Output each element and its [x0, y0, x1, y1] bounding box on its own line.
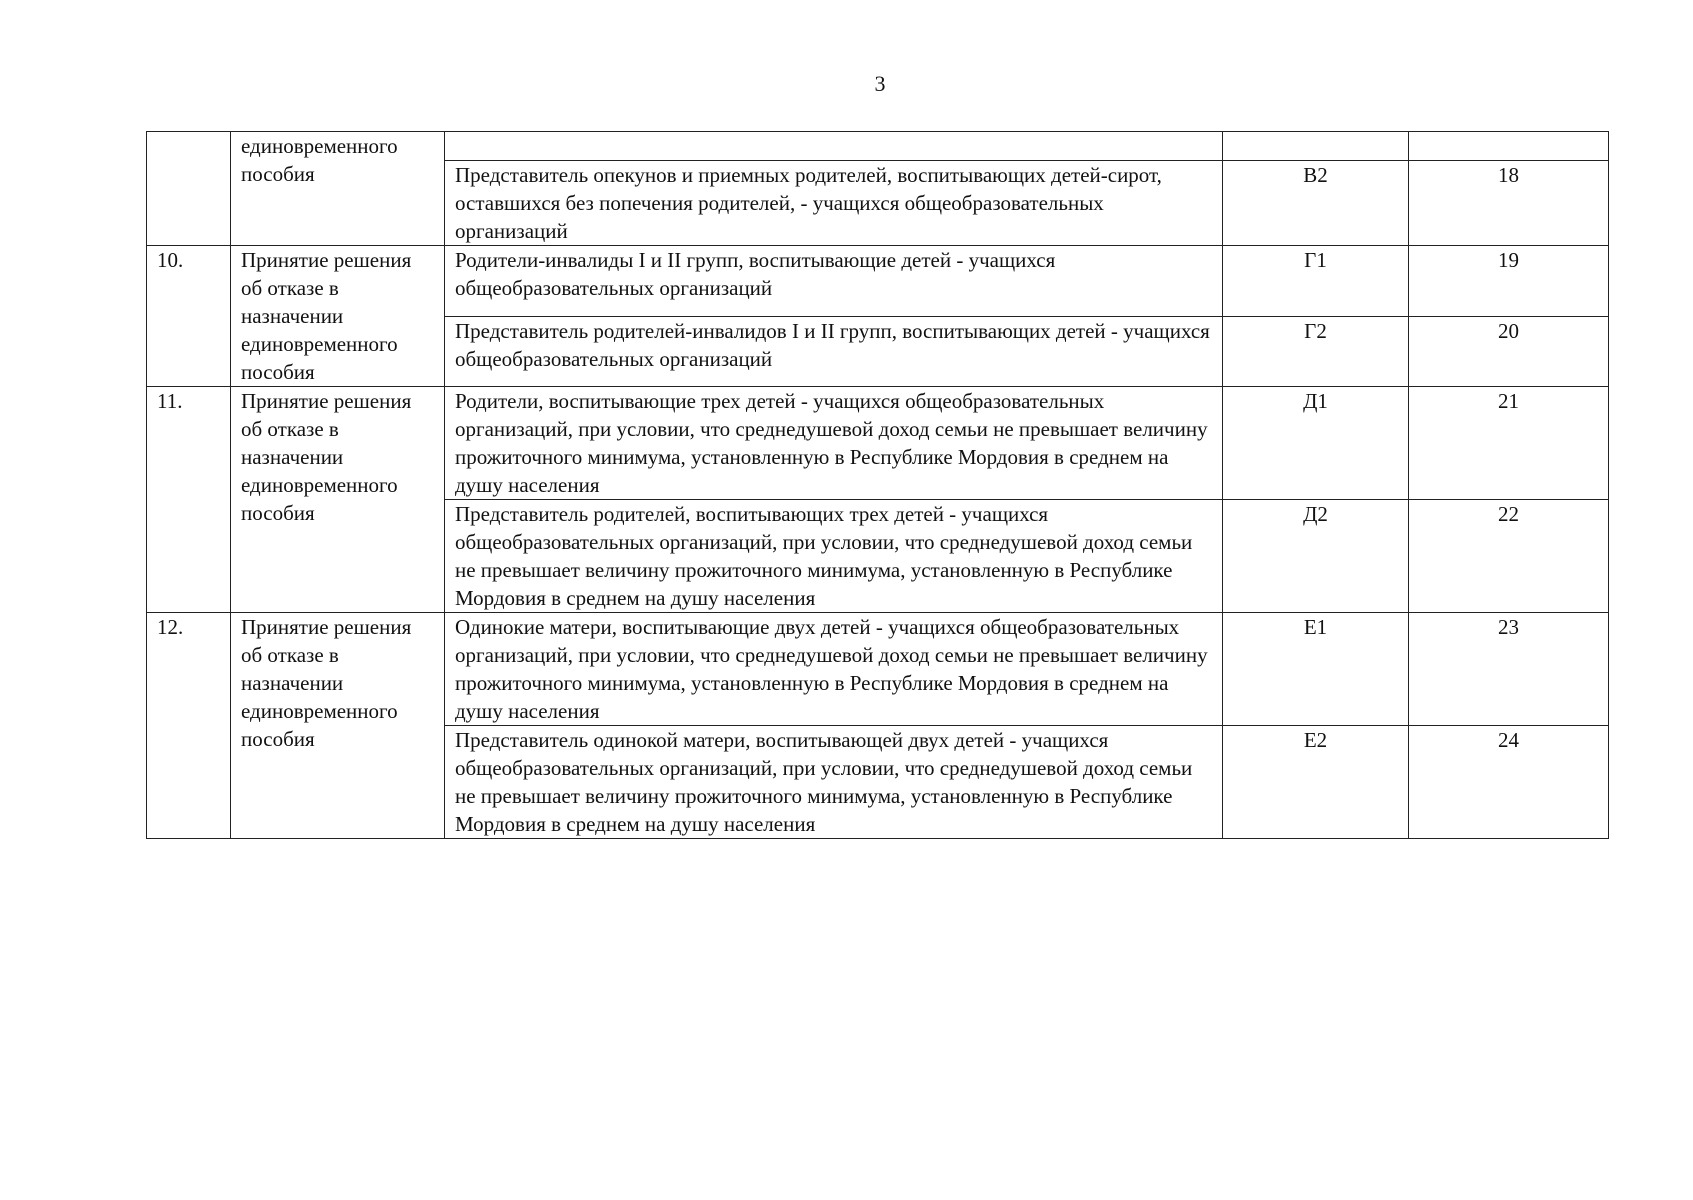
action-cell: Принятие решения об отказе в назначении единовременного пособия — [231, 246, 445, 387]
category-cell: Одинокие матери, воспитывающие двух детей - учащихся общеобразовательных организаций, при условии, что среднедушевой доход семьи не превышает величину прожиточного минимума, установленную в Республике Мордовия в среднем на душу населения — [445, 613, 1223, 726]
code-cell: Д1 — [1223, 387, 1409, 500]
category-cell: Представитель опекунов и приемных родителей, воспитывающих детей-сирот, оставшихся без попечения родителей, - учащихся общеобразовательных организаций — [445, 161, 1223, 246]
services-table — [146, 131, 1609, 839]
action-cell: Принятие решения об отказе в назначении единовременного пособия — [231, 613, 445, 839]
category-cell: Представитель родителей, воспитывающих трех детей - учащихся общеобразовательных организаций, при условии, что среднедушевой доход семьи не превышает величину прожиточного минимума, установленную в Республике Мордовия в среднем на душу населения — [445, 500, 1223, 613]
row-number — [147, 132, 231, 246]
code-cell: Г2 — [1223, 316, 1409, 387]
category-cell: Представитель родителей-инвалидов I и II групп, воспитывающих детей - учащихся общеобразовательных организаций — [445, 316, 1223, 387]
category-cell: Представитель одинокой матери, воспитывающей двух детей - учащихся общеобразовательных организаций, при условии, что среднедушевой доход семьи не превышает величину прожиточного минимума, установленную в Республике Мордовия в среднем на душу населения — [445, 726, 1223, 839]
variant-cell: 18 — [1409, 161, 1609, 246]
variant-cell: 22 — [1409, 500, 1609, 613]
variant-cell: 19 — [1409, 246, 1609, 317]
category-cell: Родители-инвалиды I и II групп, воспитывающие детей - учащихся общеобразовательных организаций — [445, 246, 1223, 317]
code-cell: В2 — [1223, 161, 1409, 246]
code-cell: Е1 — [1223, 613, 1409, 726]
code-cell: Д2 — [1223, 500, 1409, 613]
row-number: 11. — [147, 387, 231, 613]
row-number: 10. — [147, 246, 231, 387]
category-cell: Родители, воспитывающие трех детей - учащихся общеобразовательных организаций, при условии, что среднедушевой доход семьи не превышает величину прожиточного минимума, установленную в Республике Мордовия в среднем на душу населения — [445, 387, 1223, 500]
page-number: 3 — [874, 71, 886, 96]
code-cell: Г1 — [1223, 246, 1409, 317]
code-cell — [1223, 132, 1409, 161]
table-row — [147, 246, 1609, 317]
variant-cell: 20 — [1409, 316, 1609, 387]
variant-cell — [1409, 132, 1609, 161]
table-row — [147, 132, 1609, 161]
action-cell: единовременного пособия — [231, 132, 445, 246]
code-cell: Е2 — [1223, 726, 1409, 839]
row-number: 12. — [147, 613, 231, 839]
category-cell — [445, 132, 1223, 161]
variant-cell: 24 — [1409, 726, 1609, 839]
variant-cell: 23 — [1409, 613, 1609, 726]
variant-cell: 21 — [1409, 387, 1609, 500]
action-cell: Принятие решения об отказе в назначении единовременного пособия — [231, 387, 445, 613]
table-row — [147, 387, 1609, 500]
table-row — [147, 613, 1609, 726]
